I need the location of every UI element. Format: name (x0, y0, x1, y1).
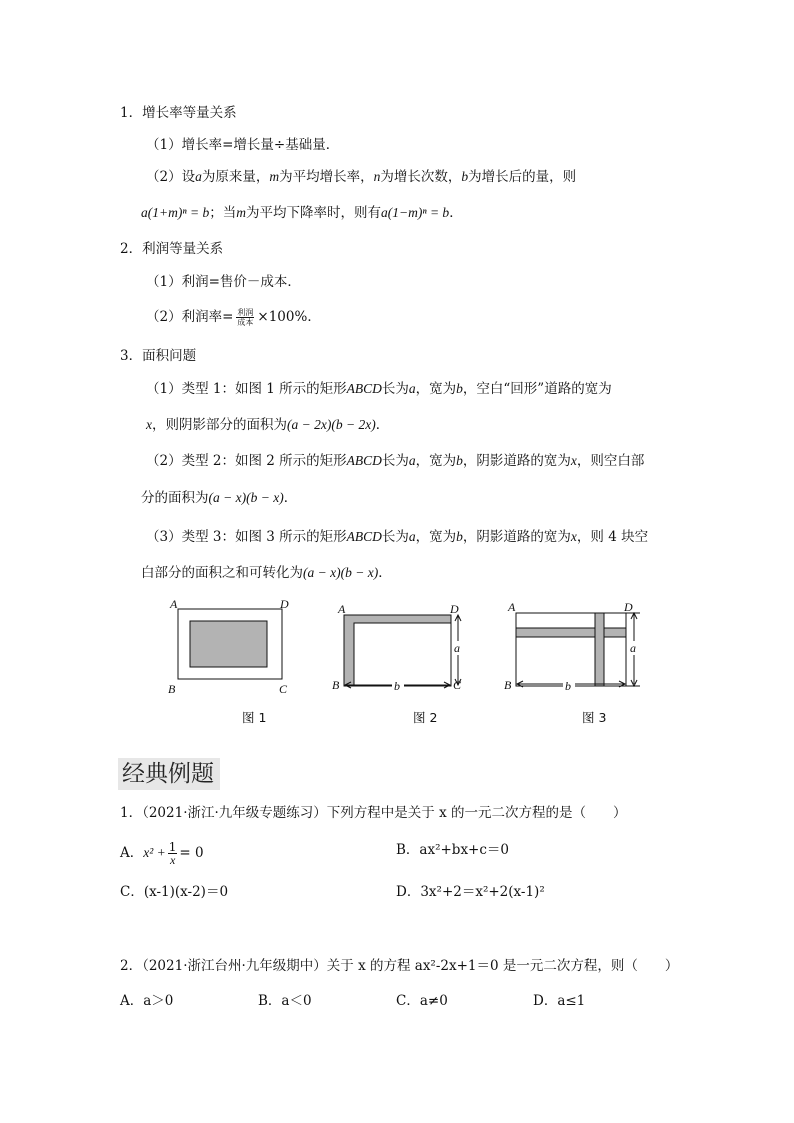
q1-option-a[interactable]: A．x² + $\frac{1}{x}$ = 0 (120, 840, 204, 867)
fig1-label-A: A (170, 597, 178, 611)
section-3-title: 3．面积问题 (120, 348, 197, 364)
figure-1 (168, 597, 289, 696)
area-figures (0, 595, 794, 705)
s1-item-1: （1）增长率=增长量÷基础量． (146, 137, 340, 153)
fig1-label-D: D (280, 597, 289, 611)
classic-examples-heading: 经典例题 (118, 758, 220, 790)
figure-1-caption: 图 1 (242, 710, 267, 725)
fig2-label-a: a (454, 641, 460, 655)
fig3-label-A: A (508, 600, 516, 614)
fig1-label-C: C (279, 682, 288, 696)
s3-type-3-line-2: 白部分的面积之和可转化为(a − x)(b − x)． (141, 565, 392, 581)
q2-option-c[interactable]: C．a≠0 (396, 993, 448, 1009)
figure-2-caption: 图 2 (413, 710, 438, 725)
section-2-title: 2．利润等量关系 (120, 241, 224, 257)
fig1-label-B: B (168, 682, 176, 696)
q1-option-d[interactable]: D．3x²+2＝x²+2(x-1)² (396, 884, 545, 900)
q1-option-c[interactable]: C．(x-1)(x-2)＝0 (120, 884, 229, 900)
fig1-shaded-rect (190, 621, 267, 667)
fig3-road-cross (596, 629, 603, 636)
q2-option-d[interactable]: D．a≤1 (533, 993, 586, 1009)
fig2-label-D: D (450, 602, 459, 616)
s1-item-2: （2）设a为原来量，m为平均增长率，n为增长次数，b为增长后的量，则 (146, 169, 577, 185)
q1-option-b[interactable]: B．ax²+bx+c＝0 (396, 842, 510, 858)
section-1-title: 1．增长率等量关系 (120, 105, 237, 121)
profit-rate-fraction: $\frac{\text{利润}}{\text{成本}}$ (237, 308, 254, 327)
q2-option-a[interactable]: A．a＞0 (120, 993, 174, 1009)
type-1-area-formula: (a − 2x)(b − 2x) (287, 417, 376, 432)
fig2-label-A: A (338, 602, 346, 616)
fig2-label-C: C (453, 678, 462, 692)
s3-type-1-line-1: （1）类型 1：如图 1 所示的矩形ABCD长为a，宽为b，空白“回形”道路的宽为 (146, 381, 612, 397)
fig2-label-B: B (332, 678, 340, 692)
type-3-area-formula: (a − x)(b − x) (303, 565, 379, 580)
fig3-outer-rect (516, 613, 626, 686)
figure-3 (504, 600, 640, 693)
s3-type-1-line-2: x，则阴影部分的面积为(a − 2x)(b − 2x)． (146, 417, 390, 433)
s2-item-2: （2）利润率= $\frac{\text{利润}}{\text{成本}}$ ×100%． (146, 308, 321, 327)
figure-2 (332, 602, 464, 693)
q2-stem: 2．（2021·浙江台州·九年级期中）关于 x 的方程 ax²-2x+1＝0 是一元二次方程，则（ ） (120, 958, 679, 974)
fig3-vertical-road (595, 613, 604, 686)
fig3-label-D: D (624, 600, 633, 614)
s3-type-2-line-1: （2）类型 2：如图 2 所示的矩形ABCD长为a，宽为b，阴影道路的宽为x，则空白部 (146, 453, 645, 469)
q2-option-b[interactable]: B．a＜0 (258, 993, 312, 1009)
type-2-area-formula: (a − x)(b − x) (208, 490, 284, 505)
s3-type-3-line-1: （3）类型 3：如图 3 所示的矩形ABCD长为a，宽为b，阴影道路的宽为x，则 4 块空 (146, 529, 649, 545)
figure-3-caption: 图 3 (582, 710, 607, 725)
fig2-label-b: b (394, 679, 400, 693)
s3-type-2-line-2: 分的面积为(a − x)(b − x)． (141, 490, 298, 506)
s2-item-1: （1）利润=售价－成本． (146, 274, 301, 290)
fig3-label-b: b (565, 679, 571, 693)
s1-item-2-formula-line: a(1+m)ⁿ = b；当m为平均下降率时，则有a(1−m)ⁿ = b． (141, 205, 463, 221)
fig3-label-B: B (504, 678, 512, 692)
fig3-horizontal-road (516, 628, 626, 637)
fig2-shaded-road (344, 615, 451, 686)
q1-stem: 1．（2021·浙江·九年级专题练习）下列方程中是关于 x 的一元二次方程的是（ ） (120, 805, 627, 821)
decline-formula: a(1−m)ⁿ = b (380, 205, 450, 220)
fig3-label-a: a (630, 641, 636, 655)
fig2-outer-rect (344, 615, 451, 686)
growth-formula: a(1+m)ⁿ = b (141, 205, 210, 220)
